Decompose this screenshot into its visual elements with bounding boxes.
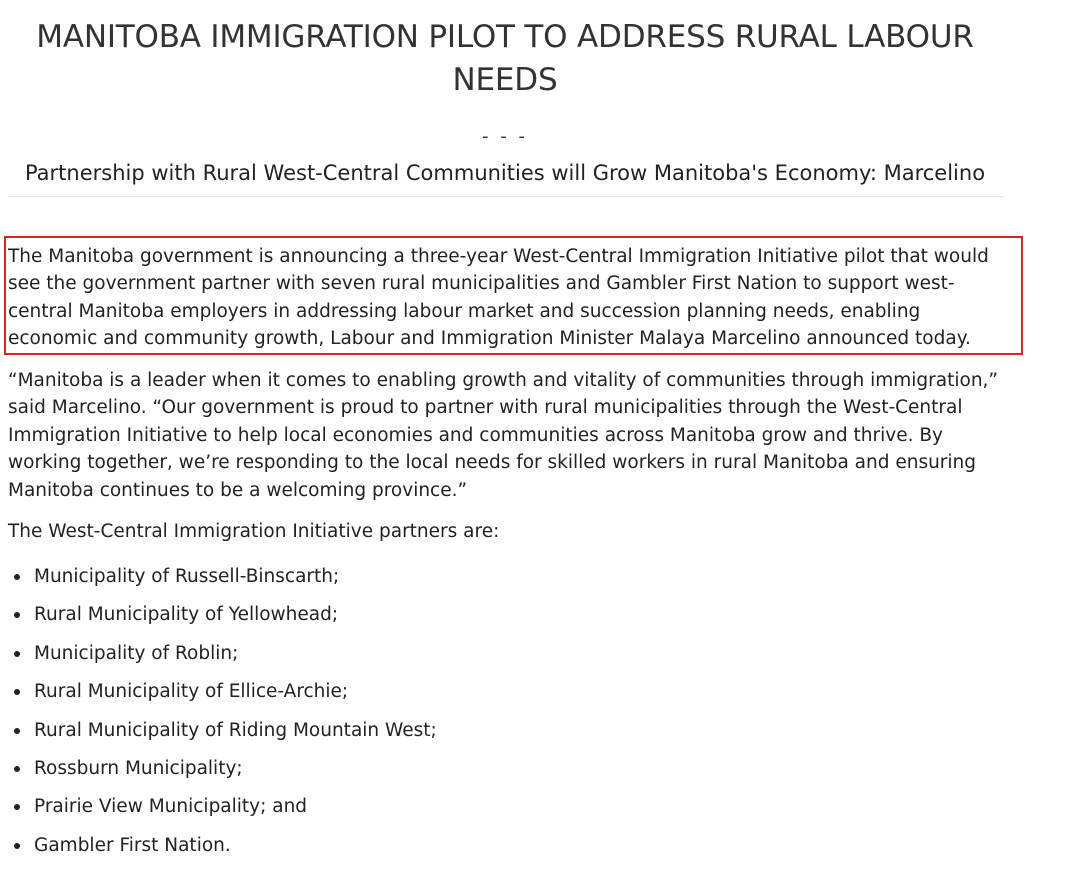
bullet-icon <box>14 766 20 772</box>
bullet-icon <box>14 651 20 657</box>
partner-name: Prairie View Municipality; and <box>34 796 308 818</box>
partner-name: Rural Municipality of Yellowhead; <box>34 604 339 626</box>
partner-name: Gambler First Nation. <box>34 834 231 856</box>
list-item <box>8 832 437 870</box>
headline-separator: - - - <box>482 126 528 147</box>
bullet-icon <box>14 804 20 810</box>
bullet-icon <box>14 843 20 849</box>
list-item <box>8 793 437 831</box>
bullet-icon <box>14 689 20 695</box>
article-subheadline: Partnership with Rural West-Central Communities will Grow Manitoba's Economy: Marcelino <box>24 161 986 185</box>
partner-name: Municipality of Russell-Binscarth; <box>34 566 340 587</box>
lead-paragraph: The Manitoba government is announcing a three-year West-Central Immigration Initiative pilot that would see the government partner with seven rural municipalities and Gambler First Nation to support west-central Manitoba employers in addressing labour market and succession planning needs, enabling economic and community growth, Labour and Immigration Minister Malaya Marcelino announced today. <box>8 246 989 350</box>
partner-name: Rural Municipality of Riding Mountain West; <box>34 719 437 741</box>
partners-intro: The West-Central Immigration Initiative partners are: <box>8 521 500 542</box>
partner-name: Municipality of Roblin; <box>34 642 239 664</box>
list-item <box>8 678 437 716</box>
list-item <box>8 601 437 639</box>
list-item <box>8 717 437 755</box>
partner-name: Rural Municipality of Ellice-Archie; <box>34 681 349 703</box>
bullet-icon <box>14 612 20 618</box>
quote-paragraph: “Manitoba is a leader when it comes to enabling growth and vitality of communities through immigration,” said Marcelino. “Our government is proud to partner with rural municipalities through the West-Central Immigration Initiative to help local economies and communities across Manitoba grow and thrive. By working together, we’re responding to the local needs for skilled workers in rural Manitoba and ensuring Manitoba continues to be a welcoming province.” <box>8 370 999 501</box>
divider-line <box>8 196 1004 197</box>
article-headline: MANITOBA IMMIGRATION PILOT TO ADDRESS RURAL LABOUR NEEDS <box>36 19 974 98</box>
bullet-icon <box>14 728 20 734</box>
list-item <box>8 755 437 793</box>
partner-name: Rossburn Municipality; <box>34 757 243 779</box>
list-item <box>8 563 437 601</box>
partner-list <box>8 563 437 870</box>
bullet-icon <box>14 574 20 580</box>
list-item <box>8 640 437 678</box>
